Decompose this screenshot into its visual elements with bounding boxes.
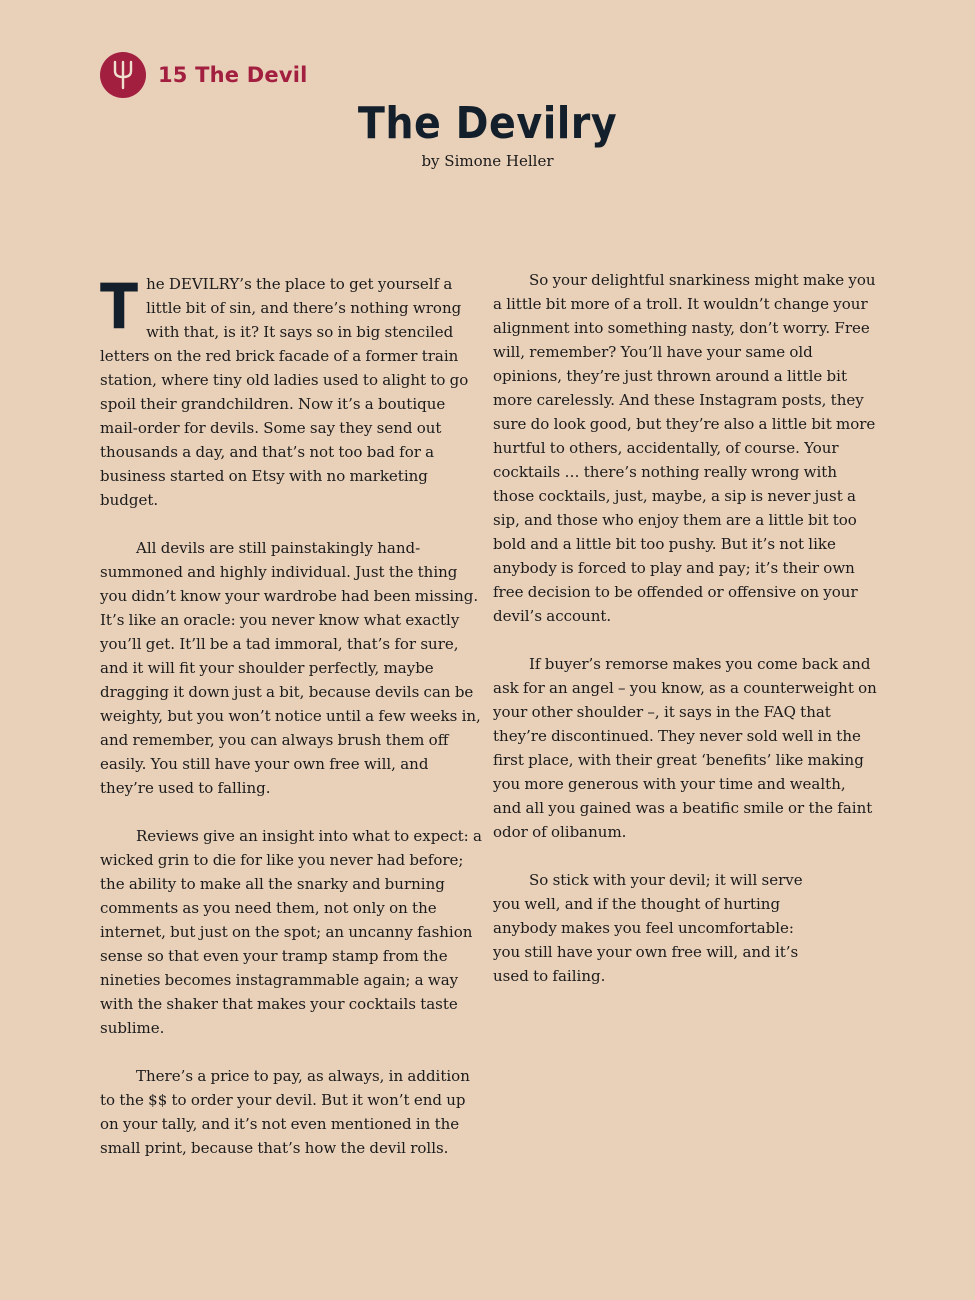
chapter-badge xyxy=(100,52,308,98)
paragraph-3: Reviews give an insight into what to expect: a wicked grin to die for like you never had before; the ability to make all the snarky and burning comments as you need them, not only on the internet, but just on the spot; an uncanny fashion sense so that even your tramp stamp from the nineties becomes instagrammable again; a way with the shaker that makes your cocktails taste sublime. xyxy=(100,827,482,1037)
page-title: The Devilry xyxy=(357,98,618,149)
byline: by Simone Heller xyxy=(421,152,554,170)
paragraph-1 xyxy=(100,272,485,512)
paragraph-2: All devils are still painstakingly hand-summoned and highly individual. Just the thing you didn’t know your wardrobe had been missing. It’s like an oracle: you never know what exactly you’ll get. It’ll be a tad immoral, that’s for sure, and it will fit your shoulder perfectly, maybe dragging it down just a bit, because devils can be weighty, but you won’t notice until a few weeks in, and remember, you can always brush them off easily. You still have your own free will, and they’re used to falling. xyxy=(100,539,481,797)
pitchfork-icon xyxy=(100,52,146,98)
paragraph-6: If buyer’s remorse makes you come back and ask for an angel – you know, as a counterweight on your other shoulder –, it says in the FAQ that they’re discontinued. They never sold well in the first place, with their great ‘benefits’ like making you more generous with your time and wealth, and all you gained was a beatific smile or the faint odor of olibanum. xyxy=(493,655,877,841)
left-column xyxy=(100,272,485,1184)
right-column xyxy=(493,268,878,1012)
paragraph-4: There’s a price to pay, as always, in addition to the $$ to order your devil. But it won’t end up on your tally, and it’s not even mentioned in the small print, because that’s how the devil rolls. xyxy=(100,1067,470,1157)
paragraph-7: So stick with your devil; it will serve you well, and if the thought of hurting anybody makes you feel uncomfortable: you still have your own free will, and it’s used to failing. xyxy=(493,871,803,985)
drop-cap: T xyxy=(100,270,139,343)
paragraph-1-text: he DEVILRY’s the place to get yourself a little bit of sin, and there’s nothing wrong with that, is it? It says so in big stenciled letters on the red brick facade of a former train station, where tiny old ladies used to alight to go spoil their grandchildren. Now it’s a boutique mail-order for devils. Some say they send out thousands a day, and that’s not too bad for a business started on Etsy with no marketing budget. xyxy=(100,275,469,509)
chapter-label: 15 The Devil xyxy=(158,63,308,87)
paragraph-5: So your delightful snarkiness might make you a little bit more of a troll. It wouldn’t change your alignment into something nasty, don’t worry. Free will, remember? You’ll have your same old opinions, they’re just thrown around a little bit more carelessly. And these Instagram posts, they sure do look good, but they’re also a little bit more hurtful to others, accidentally, of course. Your cocktails … there’s nothing really wrong with those cocktails, just, maybe, a sip is never just a sip, and those who enjoy them are a little bit too bold and a little bit too pushy. But it’s not like anybody is forced to play and pay; it’s their own free decision to be offended or offensive on your devil’s account. xyxy=(493,271,876,625)
